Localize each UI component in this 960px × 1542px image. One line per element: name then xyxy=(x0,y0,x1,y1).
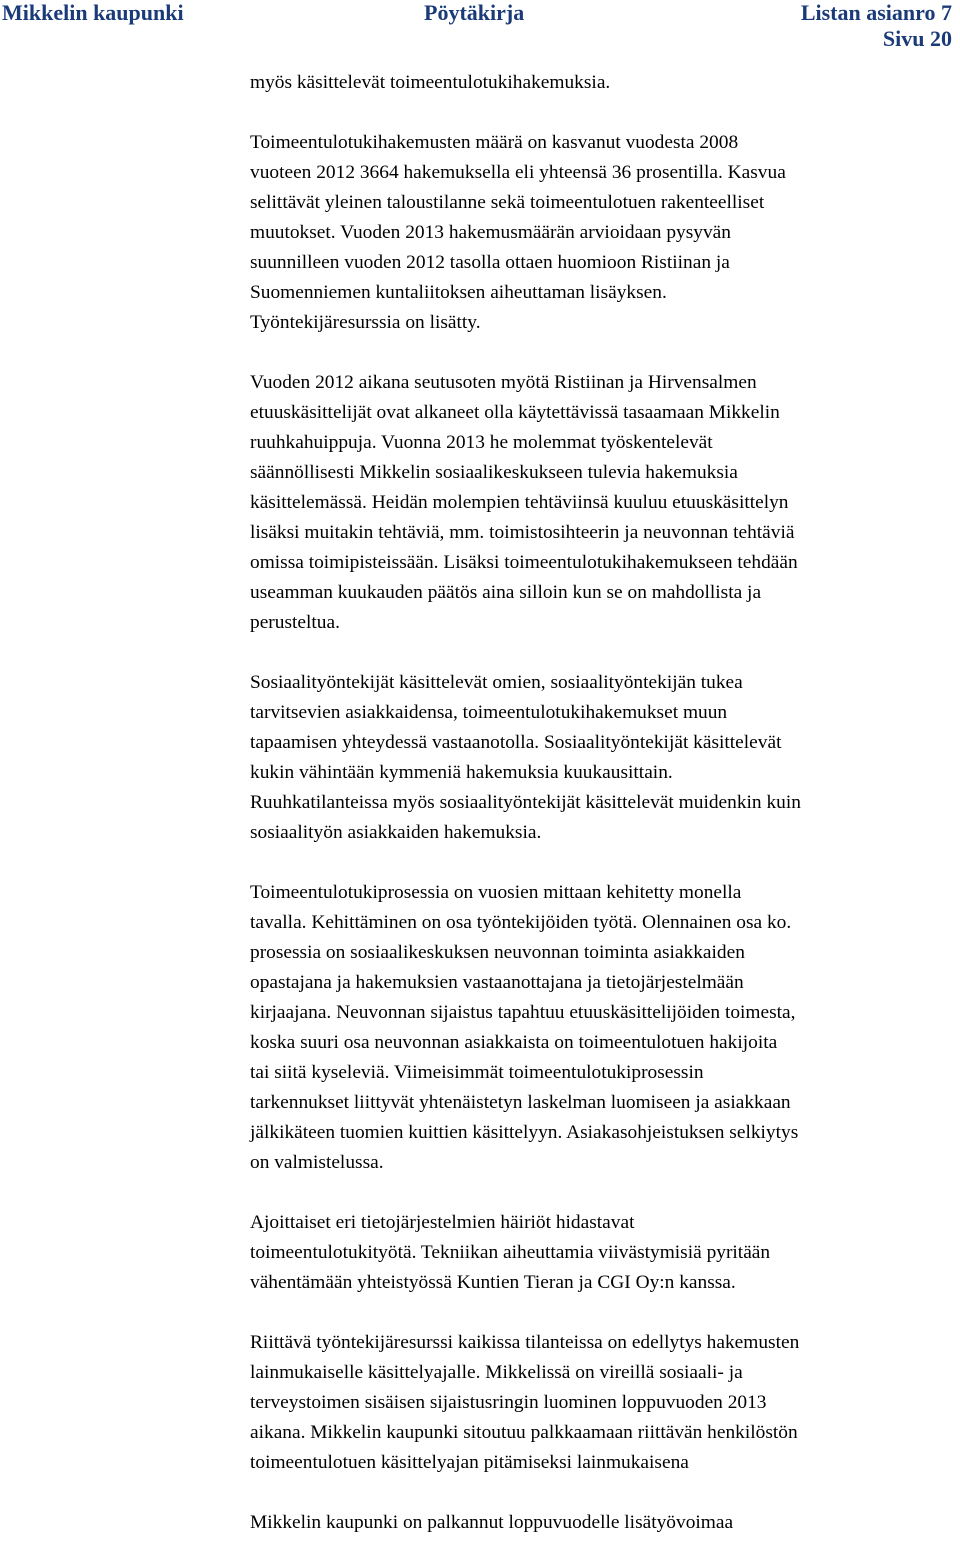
document-body xyxy=(250,68,955,1538)
paragraph-6: Ajoittaiset eri tietojärjestelmien häiriöt hidastavat toimeentulotukityötä. Tekniikan aiheuttamia viivästymisiä pyritään vähentämään yhteistyössä Kuntien Tieran ja CGI Oy:n kanssa. xyxy=(250,1212,771,1293)
paragraph-7: Riittävä työntekijäresurssi kaikissa tilanteissa on edellytys hakemusten lainmukaiselle käsittelyajalle. Mikkelissä on vireillä sosiaali- ja terveystoimen sisäisen sijaistusringin luominen loppuvuoden 2013 aikana. Mikkelin kaupunki sitoutuu palkkaamaan riittävän henkilöstön toimeentulotuen käsittelyajan pitämiseksi lainmukaisena xyxy=(250,1332,800,1473)
paragraph-4: Sosiaalityöntekijät käsittelevät omien, sosiaalityöntekijän tukea tarvitsevien asiakkaidensa, toimeentulotukihakemukset muun tapaamisen yhteydessä vastaanotolla. Sosiaalityöntekijät käsittelevät kukin vähintään kymmeniä hakemuksia kuukausittain. Ruuhkatilanteissa myös sosiaalityöntekijät käsittelevät muidenkin kuin sosiaalityön asiakkaiden hakemuksia. xyxy=(250,672,801,843)
paragraph-5: Toimeentulotukiprosessia on vuosien mittaan kehitetty monella tavalla. Kehittäminen on osa työntekijöiden työtä. Olennainen osa ko. prosessia on sosiaalikeskuksen neuvonnan toiminta asiakkaiden opastajana ja hakemuksien vastaanottajana ja tietojärjestelmään kirjaajana. Neuvonnan sijaistus tapahtuu etuuskäsittelijöiden toimesta, koska suuri osa neuvonnan asiakkaista on toimeentulotuen hakijoita tai siitä kyseleviä. Viimeisimmät toimeentulotukiprosessin tarkennukset liittyvät yhtenäistetyn laskelman luomiseen ja asiakkaan jälkikäteen tuomien kuittien käsittelyyn. Asiakasohjeistuksen selkiytys on valmistelussa. xyxy=(250,882,799,1173)
paragraph-2: Toimeentulotukihakemusten määrä on kasvanut vuodesta 2008 vuoteen 2012 3664 hakemuksella eli yhteensä 36 prosentilla. Kasvua selittävät yleinen taloustilanne sekä toimeentulotuen rakenteelliset muutokset. Vuoden 2013 hakemusmäärän arvioidaan pysyvän suunnilleen vuoden 2012 tasolla ottaen huomioon Ristiinan ja Suomenniemen kuntaliitoksen aiheuttaman lisäyksen. Työntekijäresurssia on lisätty. xyxy=(250,132,786,333)
organization-name: Mikkelin kaupunki xyxy=(2,0,184,25)
page-header xyxy=(0,0,960,60)
paragraph-8: Mikkelin kaupunki on palkannut loppuvuodelle lisätyövoimaa xyxy=(250,1512,734,1533)
page-number: Sivu 20 xyxy=(882,26,952,51)
paragraph-3: Vuoden 2012 aikana seutusoten myötä Ristiinan ja Hirvensalmen etuuskäsittelijät ovat alkaneet olla käytettävissä tasaamaan Mikkelin ruuhkahuippuja. Vuonna 2013 he molemmat työskentelevät säännöllisesti Mikkelin sosiaalikeskukseen tulevia hakemuksia käsittelemässä. Heidän molempien tehtäviinsä kuuluu etuuskäsittelyn lisäksi muitakin tehtäviä, mm. toimistosihteerin ja neuvonnan tehtäviä omissa toimipisteissään. Lisäksi toimeentulotukihakemukseen tehdään useamman kuukauden päätös aina silloin kun se on mahdollista ja perusteltua. xyxy=(250,372,798,633)
document-type: Pöytäkirja xyxy=(424,0,525,25)
agenda-item-number: Listan asianro 7 xyxy=(800,0,952,25)
paragraph-1: myös käsittelevät toimeentulotukihakemuksia. xyxy=(250,72,611,93)
